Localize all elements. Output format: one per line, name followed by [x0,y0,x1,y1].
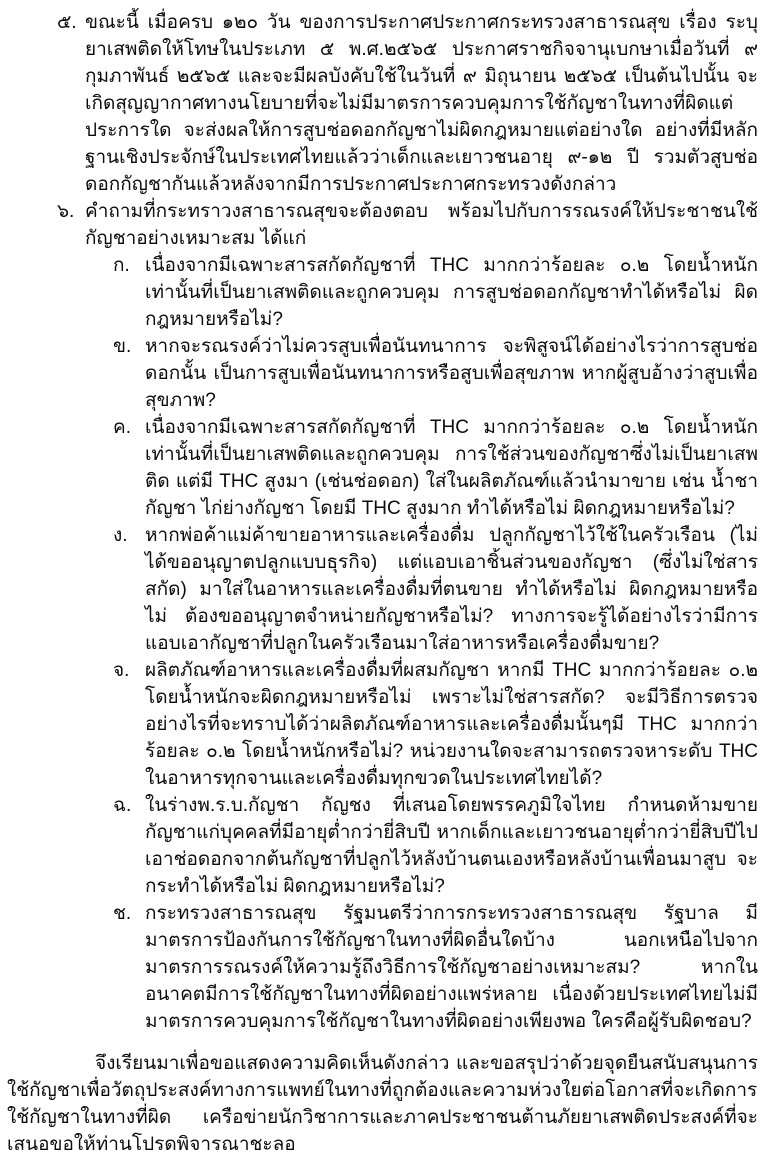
item-number: ๖. [57,201,75,222]
item-number: ๕. [57,12,77,33]
subitem-label: ง. [113,525,128,546]
subitem-text: ผลิตภัณฑ์อาหารและเครื่องดื่มที่ผสมกัญชา หากมี THC มากกว่าร้อยละ ๐.๒ โดยน้ำหนักจะผิดกฎหมายหรือไม่ เพราะไม่ใช่สารสกัด? จะมีวิธีการตรวจอย่างไรที่จะทราบได้ว่าผลิตภัณฑ์อาหารและเครื่องดื่มนั้นๆมี THC มากกว่าร้อยละ ๐.๒ โดยน้ำหนักหรือไม่? หน่วยงานใดจะสามารถตรวจหาระดับ THC ในอาหารทุกจานและเครื่องดื่มทุกขวดในประเทศไทยได้? [145,660,758,789]
subitem-text: กระทรวงสาธารณสุข รัฐมนตรีว่าการกระทรวงสาธารณสุข รัฐบาล มีมาตรการป้องกันการใช้กัญชาในทางที่ผิดอื่นใดบ้าง นอกเหนือไปจากมาตรการรณรงค์ให้ความรู้ถึงวิธีการใช้กัญชาอย่างเหมาะสม? หากในอนาคตมีการใช้กัญชาในทางที่ผิดอย่างแพร่หลาย เนื่องด้วยประเทศไทยไม่มีมาตรการควบคุมการใช้กัญชาในทางที่ผิดอย่างเพียงพอ ใครคือผู้รับผิดชอบ? [145,903,758,1032]
item-text: ขณะนี้ เมื่อครบ ๑๒๐ วัน ของการประกาศประกาศกระทรวงสาธารณสุข เรื่อง ระบุยาเสพติดให้โทษในประเภท ๕ พ.ศ.๒๕๖๕ ประกาศราชกิจจานุเบกษาเมื่อวันที่ ๙ กุมภาพันธ์ ๒๕๖๕ และจะมีผลบังคับใช้ในวันที่ ๙ มิถุนายน ๒๕๖๕ เป็นต้นไปนั้น จะเกิดสุญญากาศทางนโยบายที่จะไม่มีมาตรการควบคุมการใช้กัญชาในทางที่ผิดแต่ประการใด จะส่งผลให้การสูบช่อดอกกัญชาไม่ผิดกฎหมายแต่อย่างใด อย่างที่มีหลักฐานเชิงประจักษ์ในประเทศไทยแล้วว่าเด็กและเยาวชนอายุ ๙-๑๒ ปี รวมตัวสูบช่อดอกกัญชากันแล้วหลังจากมีการประกาศประกาศกระทรวงดังกล่าว [85,12,758,195]
subitem-label: ก. [113,255,130,276]
item-body [85,9,758,198]
item-text: คำถามที่กระทราวงสาธารณสุขจะต้องตอบ พร้อมไปกับการรณรงค์ให้ประชาชนใช้กัญชาอย่างเหมาะสม ได้แก่ [85,201,758,249]
subitem-text: เนื่องจากมีเฉพาะสารสกัดกัญชาที่ THC มากกว่าร้อยละ ๐.๒ โดยน้ำหนักเท่านั้นที่เป็นยาเสพติดและถูกควบคุม การสูบช่อดอกกัญชาทำได้หรือไม่ ผิดกฎหมายหรือไม่? [145,255,758,330]
subitem-label: ฉ. [113,795,132,816]
sub-item-chochang [113,900,758,1035]
sub-item-khokhwai [113,414,758,522]
subitem-label: ค. [113,417,131,438]
sub-question-list [113,252,758,1035]
closing-paragraph: จึงเรียนมาเพื่อขอแสดงความคิดเห็นดังกล่าว และขอสรุปว่าด้วยจุดยืนสนับสนุนการใช้กัญชาเพื่อวัตถุประสงค์ทางการแพทย์ในทางที่ถูกต้องและความห่วงใยต่อโอกาสที่จะเกิดการใช้กัญชาในทางที่ผิด เครือข่ายนักวิชาการและภาคประชาชนต้านภัยยาเสพติดประสงค์ที่จะเสนอขอให้ท่านโปรดพิจารณาชะลอ [7,1053,758,1155]
sub-item-ngo [113,522,758,657]
subitem-label: จ. [113,660,130,681]
subitem-text: หากจะรณรงค์ว่าไม่ควรสูบเพื่อนันทนาการ จะพิสูจน์ได้อย่างไรว่าการสูบช่อดอกนั้น เป็นการสูบเพื่อนันทนาการหรือสูบเพื่อสุขภาพ หากผู้สูบอ้างว่าสูบเพื่อสุขภาพ? [145,336,758,411]
subitem-text: หากพ่อค้าแม่ค้าขายอาหารและเครื่องดื่ม ปลูกกัญชาไว้ใช้ในครัวเรือน (ไม่ได้ขออนุญาตปลูกแบบธุรกิจ) แต่แอบเอาชิ้นส่วนของกัญชา (ซึ่งไม่ใช่สารสกัด) มาใส่ในอาหารและเครื่องดื่มที่ตนขาย ทำได้หรือไม่ ผิดกฎหมายหรือไม่ ต้องขออนุญาตจำหน่ายกัญชาหรือไม่? ทางการจะรู้ได้อย่างไรว่ามีการแอบเอากัญชาที่ปลูกในครัวเรือนมาใส่อาหารหรือเครื่องดื่มขาย? [145,525,758,654]
item-body [85,198,758,1035]
sub-item-ko [113,252,758,333]
list-item-6 [57,198,758,1035]
subitem-label: ข. [113,336,132,357]
sub-item-chho [113,792,758,900]
subitem-label: ช. [113,903,132,924]
sub-item-cho [113,657,758,792]
list-item-5 [57,9,758,198]
numbered-list [57,9,758,1035]
subitem-text: เนื่องจากมีเฉพาะสารสกัดกัญชาที่ THC มากกว่าร้อยละ ๐.๒ โดยน้ำหนักเท่านั้นที่เป็นยาเสพติดและถูกควบคุม การใช้ส่วนของกัญชาซึ่งไม่เป็นยาเสพติด แต่มี THC สูงมา (เช่นช่อดอก) ใส่ในผลิตภัณฑ์แล้วนำมาขาย เช่น น้ำชากัญชา ไก่ย่างกัญชา โดยมี THC สูงมาก ทำได้หรือไม่ ผิดกฎหมายหรือไม่? [145,417,758,519]
subitem-text: ในร่างพ.ร.บ.กัญชา กัญชง ที่เสนอโดยพรรคภูมิใจไทย กำหนดห้ามขายกัญชาแก่บุคคลที่มีอายุต่ำกว่ายี่สิบปี หากเด็กและเยาวชนอายุต่ำกว่ายี่สิบปีไปเอาช่อดอกจากต้นกัญชาที่ปลูกไว้หลังบ้านตนเองหรือหลังบ้านเพื่อนมาสูบ จะกระทำได้หรือไม่ ผิดกฎหมายหรือไม่? [145,795,758,897]
sub-item-kho [113,333,758,414]
